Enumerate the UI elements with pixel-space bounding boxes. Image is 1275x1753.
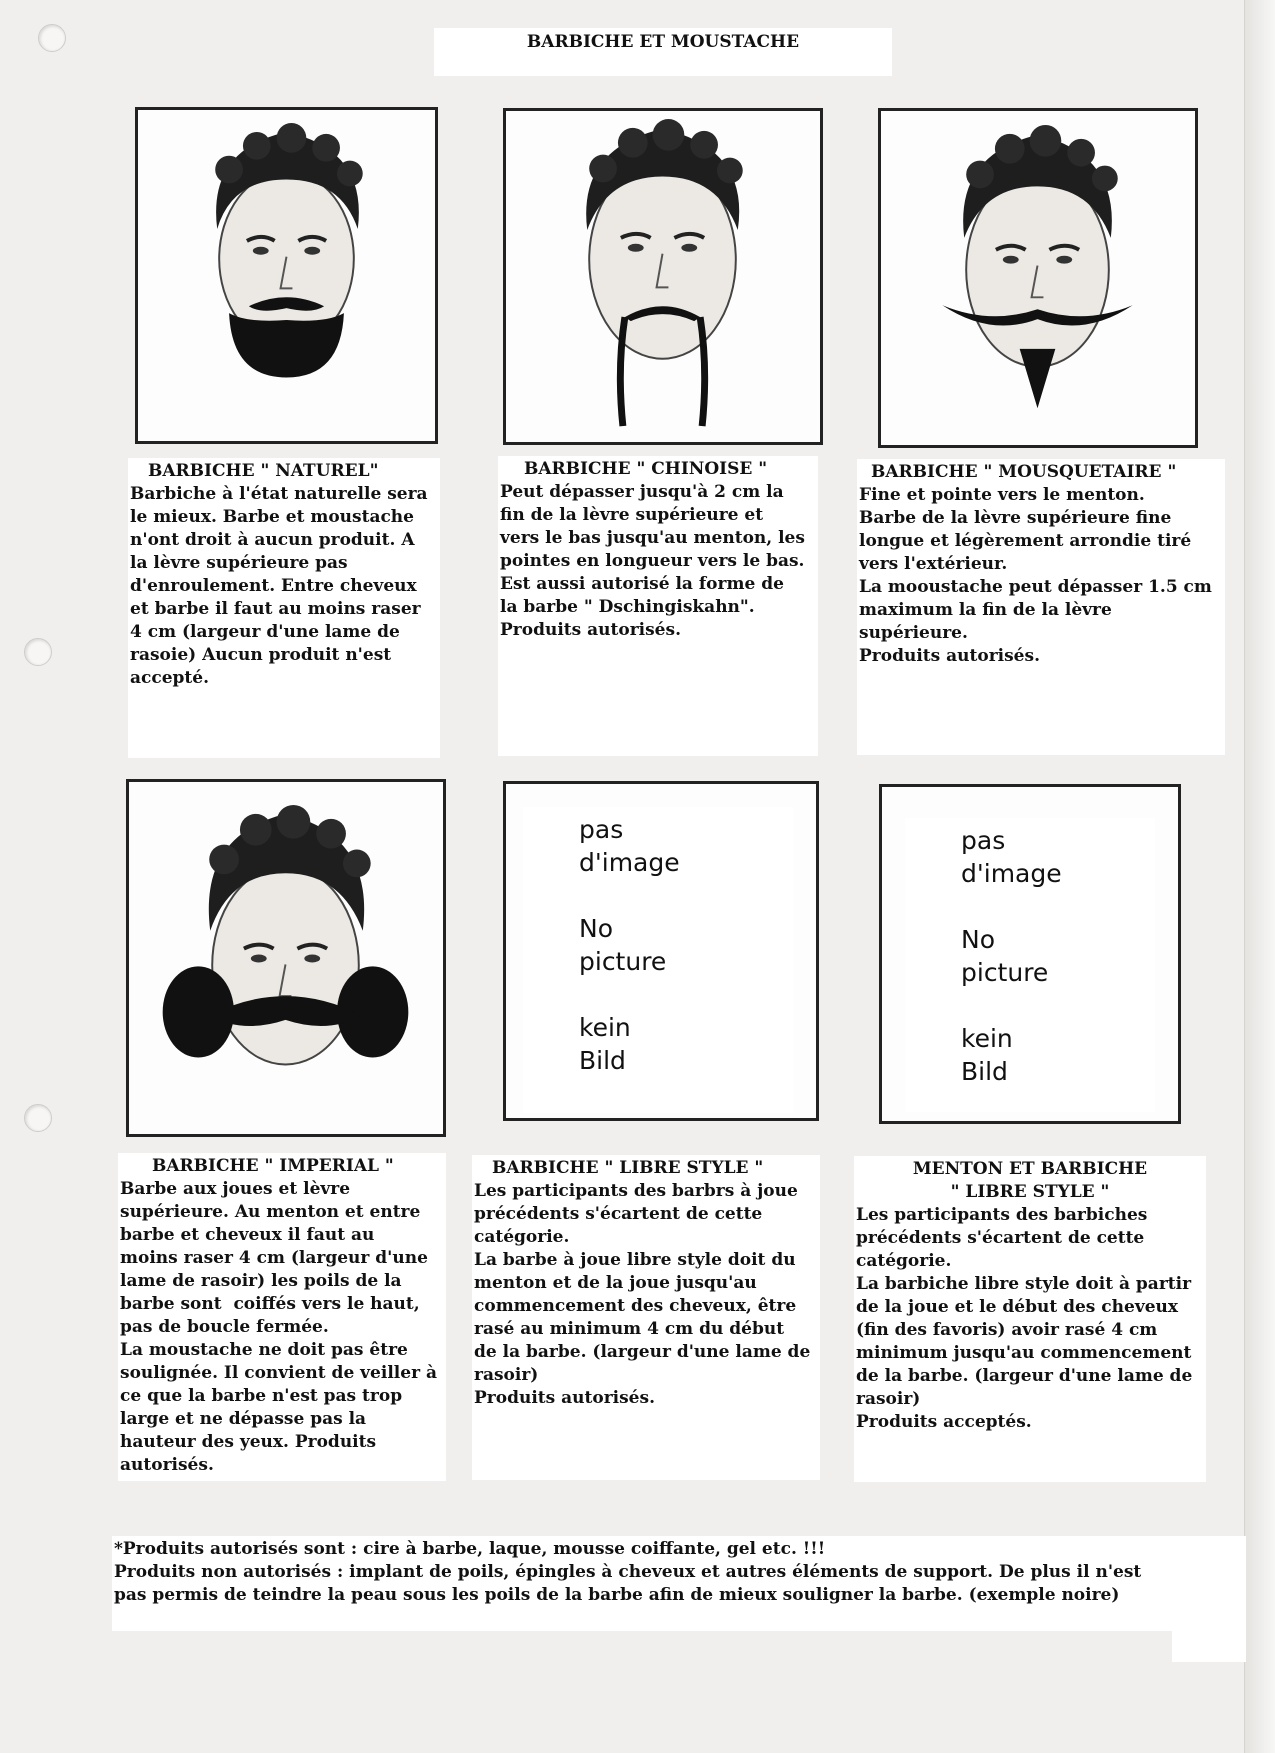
style-text-line: Barbiche à l'état naturelle sera	[130, 484, 428, 504]
style-text-line: Barbe de la lèvre supérieure fine	[859, 508, 1172, 528]
style-text-line: soulignée. Il convient de veiller à	[120, 1363, 437, 1383]
style-text-line: d'enroulement. Entre cheveux	[130, 576, 417, 596]
no-picture-placeholder	[905, 818, 1155, 1112]
style-text-line: Est aussi autorisé la forme de	[500, 574, 784, 594]
style-text-line: de la joue et le début des cheveux	[856, 1297, 1179, 1317]
footer-line: pas permis de teindre la peau sous les poils de la barbe afin de mieux souligner la barbe. (exemple noire)	[114, 1585, 1120, 1605]
punch-hole	[24, 638, 52, 666]
style-text-line: accepté.	[130, 668, 210, 688]
style-text-line: commencement des cheveux, être	[474, 1296, 797, 1316]
style-heading: BARBICHE " LIBRE STYLE "	[492, 1158, 764, 1178]
style-text-line: fin de la lèvre supérieure et	[500, 505, 764, 525]
style-text-line: pas de boucle fermée.	[120, 1317, 329, 1337]
style-text-line: moins raser 4 cm (largeur d'une	[120, 1248, 428, 1268]
style-text-line: précédents s'écartent de cette	[856, 1228, 1145, 1248]
style-card-chinoise	[498, 456, 818, 756]
no-picture-text: pas d'image No picture kein Bild	[961, 826, 1062, 1086]
style-text-line: vers le bas jusqu'au menton, les	[500, 528, 805, 548]
style-text-line: Produits autorisés.	[500, 620, 681, 640]
face-imperial-icon	[129, 782, 443, 1134]
style-text-line: Les participants des barbrs à joue	[474, 1181, 798, 1201]
style-heading: BARBICHE " CHINOISE "	[524, 459, 768, 479]
face-chinoise-illustration	[503, 108, 823, 445]
style-text-line: (fin des favoris) avoir rasé 4 cm	[856, 1320, 1158, 1340]
style-text-line: lame de rasoir) les poils de la	[120, 1271, 402, 1291]
face-imperial-illustration	[126, 779, 446, 1137]
style-text-line: 4 cm (largeur d'une lame de	[130, 622, 400, 642]
style-text-line: Produits acceptés.	[856, 1412, 1032, 1432]
style-text-line: rasoir)	[474, 1365, 539, 1385]
style-text-line: La moustache ne doit pas être	[120, 1340, 408, 1360]
style-heading: MENTON ET BARBICHE " LIBRE STYLE "	[912, 1159, 1148, 1202]
style-text-line: catégorie.	[856, 1251, 952, 1271]
style-heading: BARBICHE " NATUREL"	[148, 461, 379, 481]
style-text-line: minimum jusqu'au commencement	[856, 1343, 1192, 1363]
style-card-mousquetaire	[857, 459, 1225, 755]
style-text-line: barbe et cheveux il faut au	[120, 1225, 375, 1245]
style-text-line: rasé au minimum 4 cm du début	[474, 1319, 785, 1339]
style-text-line: maximum la fin de la lèvre	[859, 600, 1112, 620]
style-text-line: La mooustache peut dépasser 1.5 cm	[859, 577, 1212, 597]
face-chinoise-icon	[506, 111, 820, 442]
page-edge	[1244, 0, 1275, 1753]
style-text-line: Les participants des barbiches	[856, 1205, 1148, 1225]
style-text-line: rasoir)	[856, 1389, 921, 1409]
style-text-line: vers l'extérieur.	[859, 554, 1008, 574]
footer-line: *Produits autorisés sont : cire à barbe, laque, mousse coiffante, gel etc. !!!	[114, 1539, 826, 1559]
style-text-line: la lèvre supérieure pas	[130, 553, 348, 573]
style-text-line: précédents s'écartent de cette	[474, 1204, 763, 1224]
style-text-line: Produits autorisés.	[859, 646, 1040, 666]
style-heading: BARBICHE " MOUSQUETAIRE "	[871, 462, 1177, 482]
footer-notes	[112, 1536, 1246, 1631]
style-text-line: longue et légèrement arrondie tiré	[859, 531, 1192, 551]
footer-line: Produits non autorisés : implant de poils, épingles à cheveux et autres éléments de support. De plus il n'est	[114, 1562, 1142, 1582]
style-text-line: catégorie.	[474, 1227, 570, 1247]
style-text-line: Barbe aux joues et lèvre	[120, 1179, 351, 1199]
style-card-menton-libre-style	[854, 1156, 1206, 1482]
style-text-line: autorisés.	[120, 1455, 214, 1475]
style-text-line: rasoie) Aucun produit n'est	[130, 645, 392, 665]
style-text-line: supérieure. Au menton et entre	[120, 1202, 421, 1222]
style-text-line: Peut dépasser jusqu'à 2 cm la	[500, 482, 784, 502]
face-naturel-icon	[138, 110, 435, 441]
style-text-line: pointes en longueur vers le bas.	[500, 551, 805, 571]
style-card-libre-style	[472, 1155, 820, 1480]
style-card-naturel	[128, 458, 440, 758]
style-text-line: La barbiche libre style doit à partir	[856, 1274, 1192, 1294]
style-text-line: menton et de la joue jusqu'au	[474, 1273, 757, 1293]
style-heading: BARBICHE " IMPERIAL "	[152, 1156, 394, 1176]
face-naturel-illustration	[135, 107, 438, 444]
style-text-line: ce que la barbe n'est pas trop	[120, 1386, 403, 1406]
page-title: BARBICHE ET MOUSTACHE	[434, 28, 892, 76]
style-text-line: de la barbe. (largeur d'une lame de	[856, 1366, 1193, 1386]
style-text-line: la barbe " Dschingiskahn".	[500, 597, 755, 617]
style-text-line: et barbe il faut au moins raser	[130, 599, 421, 619]
punch-hole	[38, 24, 66, 52]
style-text-line: le mieux. Barbe et moustache	[130, 507, 414, 527]
footer-tail	[1172, 1628, 1246, 1662]
no-picture-text: pas d'image No picture kein Bild	[579, 815, 680, 1075]
style-text-line: n'ont droit à aucun produit. A	[130, 530, 415, 550]
style-text-line: La barbe à joue libre style doit du	[474, 1250, 796, 1270]
punch-hole	[24, 1104, 52, 1132]
style-text-line: Fine et pointe vers le menton.	[859, 485, 1145, 505]
style-text-line: Produits autorisés.	[474, 1388, 655, 1408]
style-text-line: de la barbe. (largeur d'une lame de	[474, 1342, 811, 1362]
style-text-line: barbe sont coiffés vers le haut,	[120, 1294, 420, 1314]
face-mousquetaire-illustration	[878, 108, 1198, 448]
no-picture-placeholder	[523, 807, 793, 1113]
style-text-line: hauteur des yeux. Produits	[120, 1432, 377, 1452]
style-card-imperial	[118, 1153, 446, 1481]
style-text-line: supérieure.	[859, 623, 968, 643]
face-mousquetaire-icon	[881, 111, 1195, 445]
style-text-line: large et ne dépasse pas la	[120, 1409, 367, 1429]
